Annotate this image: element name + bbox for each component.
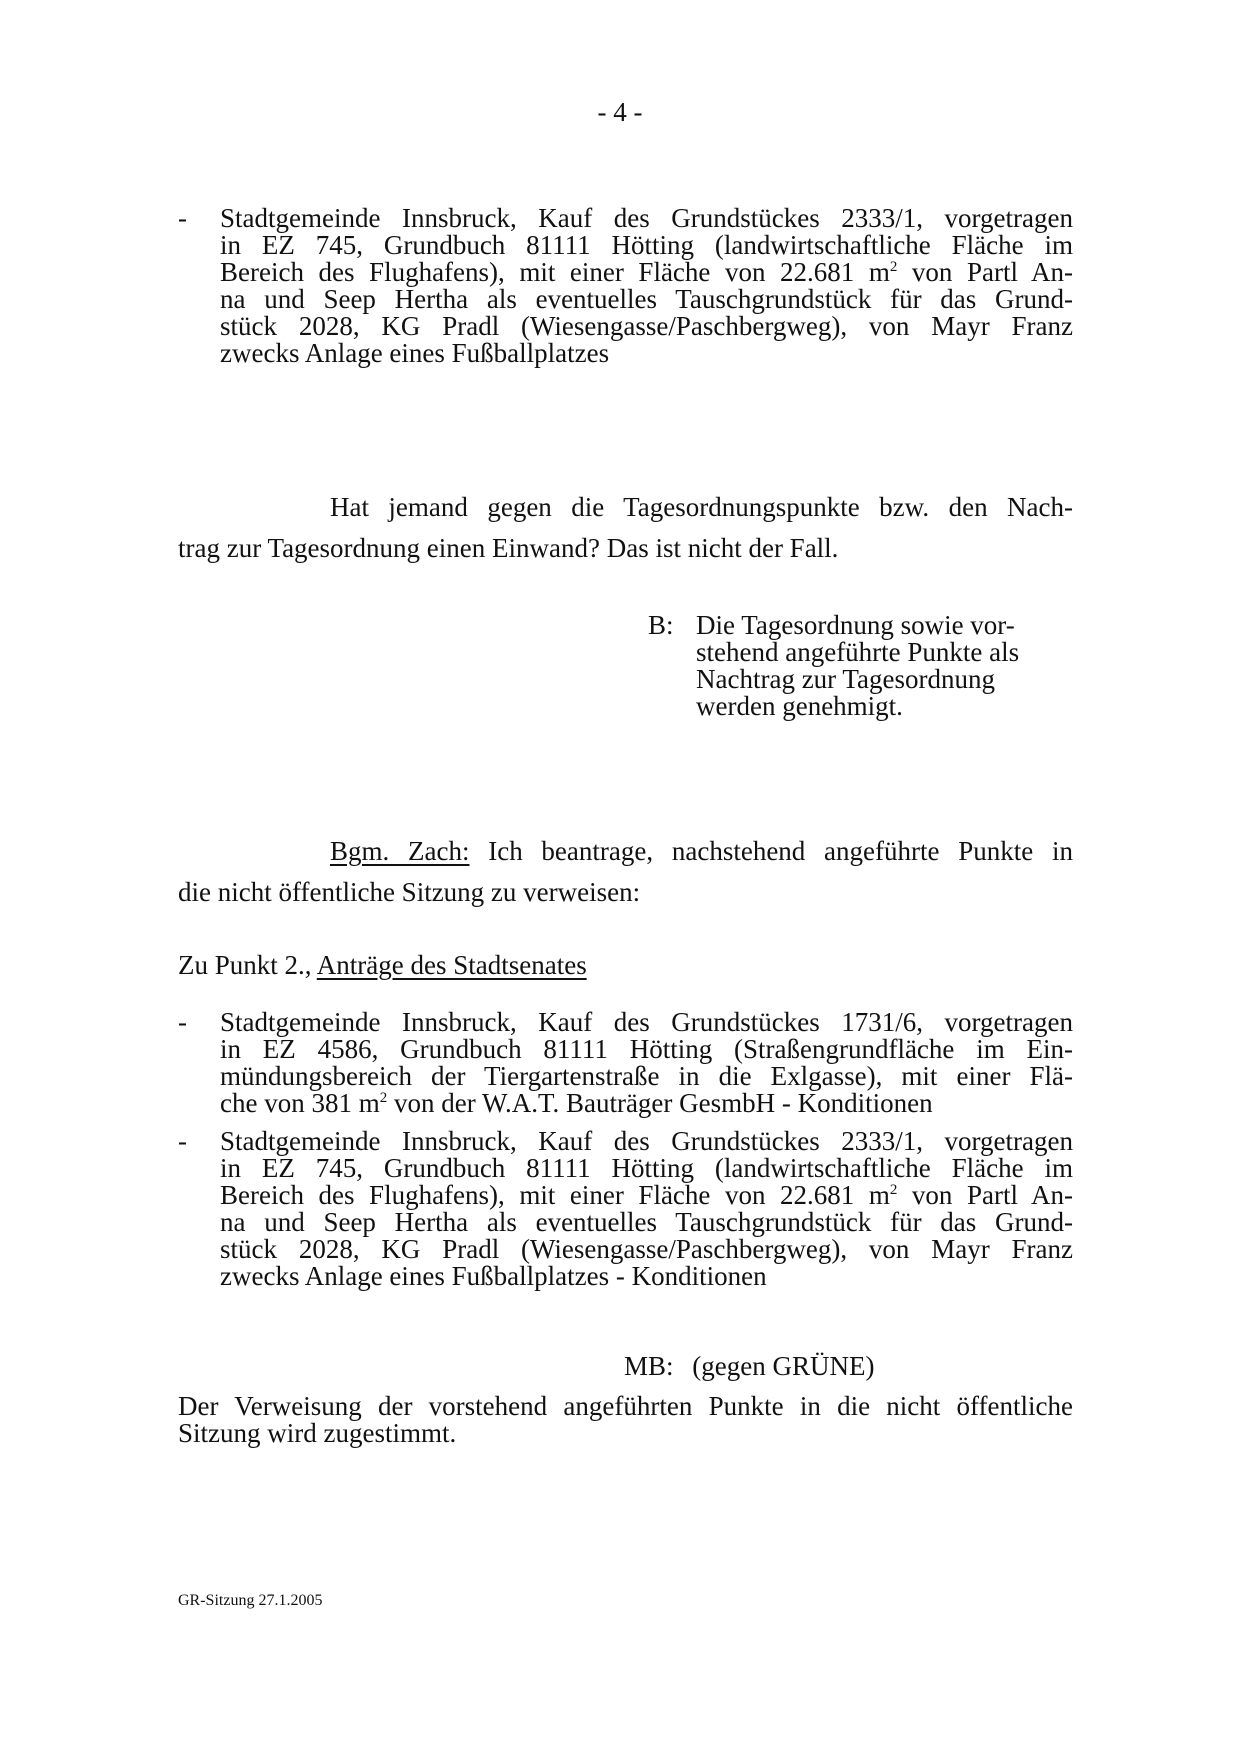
footer: GR-Sitzung 27.1.2005 bbox=[178, 1592, 323, 1609]
bullet-dash: - bbox=[178, 203, 187, 233]
list-item-text: Stadtgemeinde Innsbruck, Kauf des Grundstückes 2333/1, vorgetragen in EZ 745, Grundbuch 81111 Hötting (landwirtschaftliche Fläche im Bereich des Flughafens), mit einer Fläche von 22.681 $m^2$ von Partl An- na und Seep Hertha als eventuelles Tauschgrundstück für das Grund- stück 2028, KG Pradl (Wiesengasse/Paschbergweg), von Mayr Franz zwecks Anlage eines Fußballplatzes - Konditionen bbox=[220, 1126, 1074, 1291]
list-item-1 bbox=[178, 1009, 1073, 1119]
decision-mb bbox=[624, 1353, 874, 1380]
decision-label: MB: bbox=[624, 1351, 674, 1381]
page-number: - 4 - bbox=[597, 97, 643, 127]
decision-text: Die Tagesordnung sowie vor- stehend angeführte Punkte als Nachtrag zur Tagesordnung werden genehmigt. bbox=[696, 610, 1020, 721]
list-item-top bbox=[178, 205, 1073, 375]
motion-paragraph: Bgm. Zach: Ich beantrage, nachstehend angeführte Punkte in die nicht öffentliche Sitzung zu verweisen: bbox=[178, 836, 1073, 907]
decision-label: B: bbox=[648, 610, 674, 640]
list-item-text: Stadtgemeinde Innsbruck, Kauf des Grundstückes 1731/6, vorgetragen in EZ 4586, Grundbuch 81111 Hötting (Straßengrundfläche im Ein- mündungsbereich der Tiergartenstraße in die Exlgasse), mit einer Flä- che von 381 $m^2$ von der W.A.T. Bauträger GesmbH - Konditionen bbox=[220, 1007, 1073, 1118]
section-title: Anträge des Stadtsenates bbox=[316, 950, 587, 980]
decision-text: (gegen GRÜNE) bbox=[692, 1351, 875, 1381]
bullet-dash: - bbox=[178, 1007, 187, 1037]
decision-b bbox=[648, 612, 1078, 722]
conclusion-paragraph: Der Verweisung der vorstehend angeführten Punkte in die nicht öffentliche Sitzung wird zugestimmt. bbox=[178, 1391, 1073, 1448]
question-paragraph: Hat jemand gegen die Tagesordnungspunkte bzw. den Nach- trag zur Tagesordnung einen Einwand? Das ist nicht der Fall. bbox=[178, 492, 1073, 563]
speaker-name: Bgm. Zach: bbox=[330, 836, 470, 866]
section-heading: Zu Punkt 2., Anträge des Stadtsenates bbox=[178, 950, 587, 980]
list-item-text: Stadtgemeinde Innsbruck, Kauf des Grundstückes 2333/1, vorgetragen in EZ 745, Grundbuch 81111 Hötting (landwirtschaftliche Fläche im Bereich des Flughafens), mit einer Fläche von 22.681 $m^2$ von Partl An- na und Seep Hertha als eventuelles Tauschgrundstück für das Grund- stück 2028, KG Pradl (Wiesengasse/Paschbergweg), von Mayr Franz zwecks Anlage eines Fußballplatzes bbox=[220, 203, 1074, 368]
list-item-2 bbox=[178, 1128, 1073, 1298]
bullet-dash: - bbox=[178, 1126, 187, 1156]
